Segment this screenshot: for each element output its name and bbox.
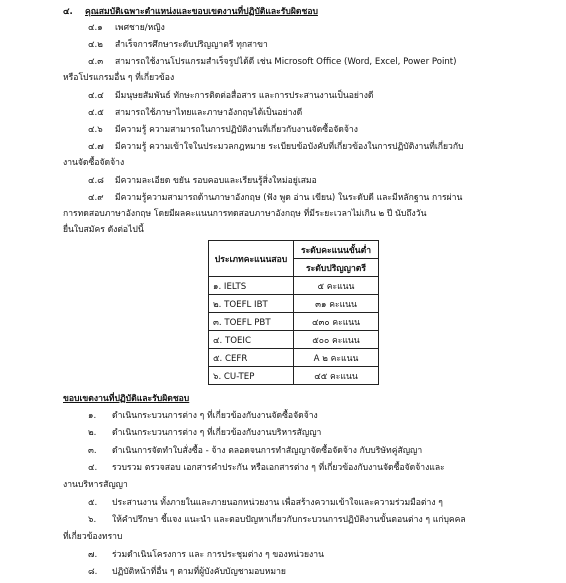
item-number: ๔.๓ — [88, 57, 104, 67]
section-title: คุณสมบัติเฉพาะตำแหน่งและขอบเขตงานที่ปฏิบัติและรับผิดชอบ — [85, 7, 318, 17]
scope-title: ขอบเขตงานที่ปฏิบัติและรับผิดชอบ — [63, 394, 190, 404]
item-text: สามารถใช้ภาษาไทยและภาษาอังกฤษได้เป็นอย่างดี — [115, 108, 303, 118]
test-type-cell: ๑. IELTS — [209, 277, 294, 295]
item-number: ๔.๑ — [88, 23, 103, 33]
item-text: สามารถใช้งานโปรแกรมสำเร็จรูปได้ดี เช่น Microsoft Office (Word, Excel, Power Point) — [115, 57, 457, 67]
item-number: ๔.๔ — [88, 91, 104, 101]
item-number: ๔.๘ — [88, 176, 104, 186]
table-row — [209, 313, 379, 331]
item-text-cont: ยื่นใบสมัคร ดังต่อไปนี้ — [63, 225, 144, 235]
min-score-cell: ๓๑ คะแนน — [294, 295, 379, 313]
item-text: เพศชาย/หญิง — [115, 23, 165, 33]
item-text: มีมนุษยสัมพันธ์ ทักษะการติดต่อสื่อสาร และการประสานงานเป็นอย่างดี — [115, 91, 374, 101]
item-number: ๔.๕ — [88, 108, 104, 118]
english-score-table — [208, 240, 379, 385]
scope-number: ๒. — [88, 428, 97, 438]
table-row — [209, 277, 379, 295]
item-number: ๔.๙ — [88, 193, 104, 203]
item-text: มีความละเอียด ขยัน รอบคอบและเรียนรู้สิ่งใหม่อยู่เสมอ — [115, 176, 317, 186]
item-text: มีความรู้ ความเข้าใจในประมวลกฎหมาย ระเบียบข้อบังคับที่เกี่ยวข้องในการปฏิบัติงานที่เกี่ยวกับ — [115, 142, 464, 152]
item-text: มีความรู้ความสามารถด้านภาษาอังกฤษ (ฟัง พูด อ่าน เขียน) ในระดับดี และมีหลักฐาน การผ่าน — [115, 193, 463, 203]
scope-number: ๕. — [88, 498, 98, 508]
min-score-cell: ๔๕ คะแนน — [294, 367, 379, 385]
item-text: มีความรู้ ความสามารถในการปฏิบัติงานที่เกี่ยวกับงานจัดซื้อจัดจ้าง — [115, 125, 358, 135]
item-text: สำเร็จการศึกษาระดับปริญญาตรี ทุกสาขา — [115, 40, 268, 50]
test-type-cell: ๓. TOEFL PBT — [209, 313, 294, 331]
test-type-cell: ๔. TOEIC — [209, 331, 294, 349]
scope-text: ดำเนินกระบวนการต่าง ๆ ที่เกี่ยวข้องกับงานจัดซื้อจัดจ้าง — [112, 411, 318, 421]
scope-number: ๑. — [88, 411, 97, 421]
item-text-cont: หรือโปรแกรมอื่น ๆ ที่เกี่ยวข้อง — [63, 73, 175, 83]
table-row — [209, 295, 379, 313]
scope-text: ดำเนินการจัดทำใบสั่งซื้อ - จ้าง ตลอดจนการทำสัญญาจัดซื้อจัดจ้าง กับบริษัทคู่สัญญา — [112, 446, 423, 456]
scope-number: ๓. — [88, 446, 97, 456]
section-number: ๔. — [63, 7, 73, 17]
min-score-cell: ๕ คะแนน — [294, 277, 379, 295]
scope-number: ๗. — [88, 550, 98, 560]
scope-text-cont: งานบริหารสัญญา — [63, 480, 128, 490]
table-row — [209, 367, 379, 385]
scope-text-cont: ที่เกี่ยวข้องทราบ — [63, 532, 123, 542]
scope-text: รวบรวม ตรวจสอบ เอกสารคำประกัน หรือเอกสารต่าง ๆ ที่เกี่ยวข้องกับงานจัดซื้อจัดจ้างและ — [112, 463, 445, 473]
item-text-cont: การทดสอบภาษาอังกฤษ โดยมีผลคะแนนการทดสอบภาษาอังกฤษ ที่มีระยะเวลาไม่เกิน ๒ ปี นับถึงวัน — [63, 209, 427, 219]
table-header-min-score: ระดับคะแนนขั้นต่ำ — [294, 241, 379, 259]
scope-text: ให้คำปรึกษา ชี้แจง แนะนำ และตอบปัญหาเกี่ยวกับกระบวนการปฏิบัติงานขั้นตอนต่าง ๆ แก่บุคคล — [112, 515, 466, 525]
scope-number: ๔. — [88, 463, 98, 473]
min-score-cell: ๕๐๐ คะแนน — [294, 331, 379, 349]
table-header-type: ประเภทคะแนนสอบ — [209, 241, 294, 277]
scope-text: ปฏิบัติหน้าที่อื่น ๆ ตามที่ผู้บังคับบัญชามอบหมาย — [112, 567, 286, 577]
table-header-bachelor: ระดับปริญญาตรี — [294, 259, 379, 277]
scope-number: ๘. — [88, 567, 98, 577]
item-text-cont: งานจัดซื้อจัดจ้าง — [63, 158, 125, 168]
min-score-cell: A ๒ คะแนน — [294, 349, 379, 367]
test-type-cell: ๕. CEFR — [209, 349, 294, 367]
min-score-cell: ๔๓๐ คะแนน — [294, 313, 379, 331]
scope-text: ร่วมดำเนินโครงการ และ การประชุมต่าง ๆ ของหน่วยงาน — [112, 550, 324, 560]
table-row — [209, 331, 379, 349]
scope-number: ๖. — [88, 515, 97, 525]
test-type-cell: ๒. TOEFL IBT — [209, 295, 294, 313]
scope-text: ดำเนินกระบวนการต่าง ๆ ที่เกี่ยวข้องกับงานบริหารสัญญา — [112, 428, 322, 438]
item-number: ๔.๒ — [88, 40, 103, 50]
item-number: ๔.๖ — [88, 125, 103, 135]
item-number: ๔.๗ — [88, 142, 104, 152]
table-row — [209, 349, 379, 367]
scope-text: ประสานงาน ทั้งภายในและภายนอกหน่วยงาน เพื่อสร้างความเข้าใจและความร่วมมือต่าง ๆ — [112, 498, 443, 508]
test-type-cell: ๖. CU-TEP — [209, 367, 294, 385]
